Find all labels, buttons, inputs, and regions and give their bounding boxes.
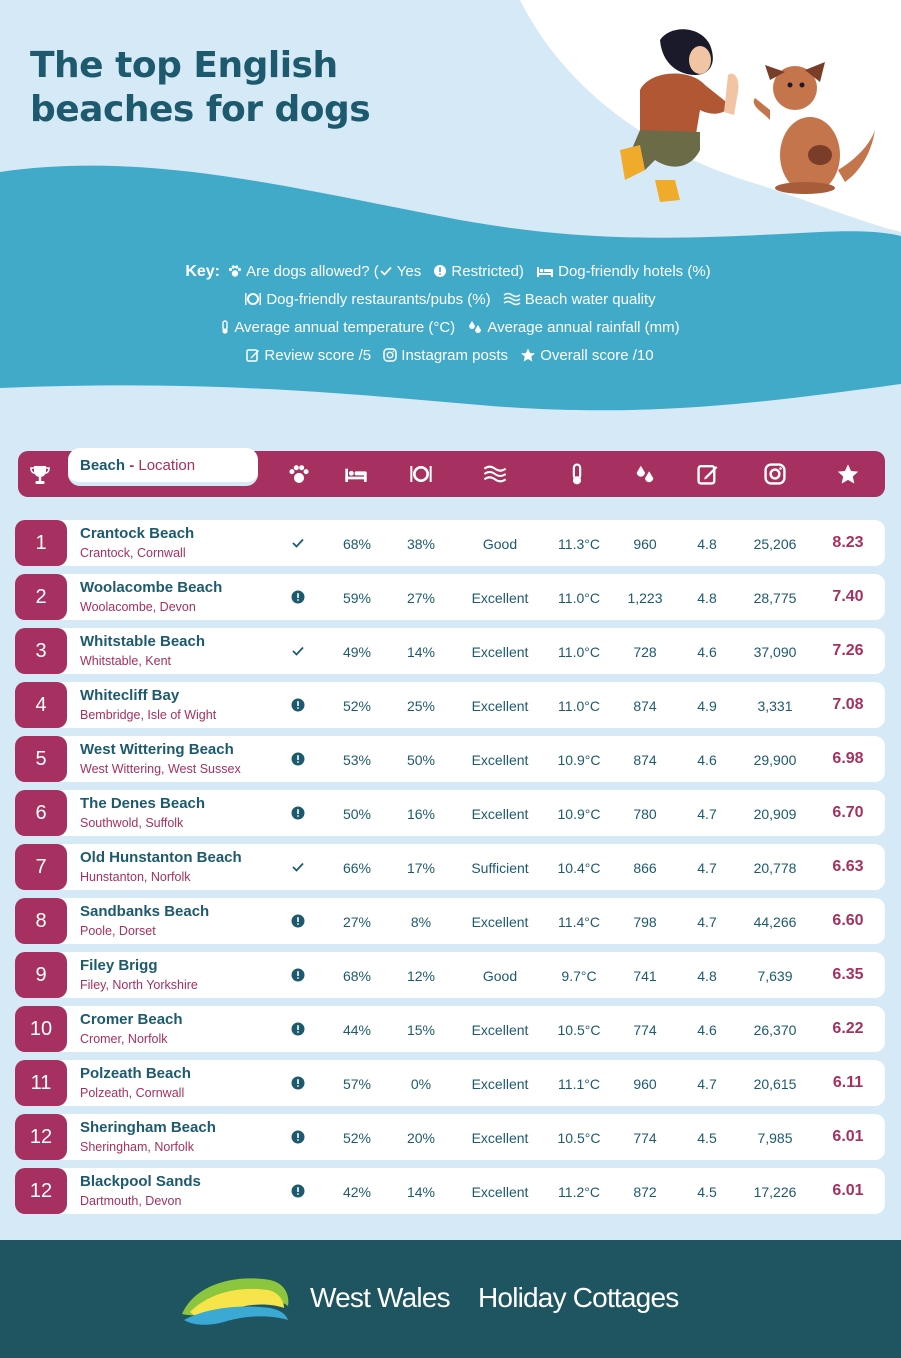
waves-icon: [503, 292, 521, 306]
exclamation-icon: [291, 1130, 305, 1144]
beach-name: Blackpool Sands: [80, 1173, 201, 1190]
raindrops-icon: [467, 320, 483, 334]
rainfall-cell: 728: [633, 644, 657, 660]
rainfall-cell: 960: [633, 536, 657, 552]
beach-location: Poole, Dorset: [80, 924, 156, 938]
check-icon: [379, 264, 393, 278]
check-icon: [291, 536, 305, 550]
table-row: [15, 520, 886, 566]
instagram-cell: 44,266: [753, 914, 797, 930]
instagram-cell: 20,909: [753, 806, 797, 822]
beach-location: Filey, North Yorkshire: [80, 978, 198, 992]
hotels-cell: 68%: [342, 968, 372, 984]
key-line-1: [60, 258, 840, 286]
star-icon: [837, 463, 859, 485]
table-header: [18, 451, 885, 497]
water-quality-cell: Sufficient: [471, 860, 529, 876]
beach-name: Cromer Beach: [80, 1011, 183, 1028]
key-overall-text: Overall score /10: [540, 347, 654, 364]
review-cell: 4.6: [697, 752, 717, 768]
instagram-cell: 29,900: [753, 752, 797, 768]
brand-name-1: West Wales: [310, 1282, 450, 1313]
overall-score-cell: 6.22: [832, 1020, 864, 1037]
instagram-icon: [764, 463, 786, 485]
edit-icon: [246, 348, 260, 362]
key-review: [246, 342, 371, 370]
key-restricted-text: Restricted): [451, 263, 524, 280]
restaurants-cell: 8%: [410, 914, 432, 930]
hotels-cell: 49%: [342, 644, 372, 660]
hotels-cell: 50%: [342, 806, 372, 822]
instagram-cell: 3,331: [757, 698, 793, 714]
thermometer-icon: [220, 320, 230, 334]
beach-name: Whitstable Beach: [80, 633, 206, 650]
beach-name: Polzeath Beach: [80, 1065, 191, 1082]
beach-name: Whitecliff Bay: [80, 687, 180, 704]
instagram-icon: [383, 348, 397, 362]
overall-score-cell: 8.23: [832, 534, 864, 551]
key-restricted: [433, 258, 524, 286]
water-quality-cell: Excellent: [471, 914, 529, 930]
hotels-cell: 57%: [342, 1076, 372, 1092]
header-location-label: Location: [138, 457, 196, 474]
table-row: [15, 736, 886, 782]
brand-name-2: Holiday Cottages: [478, 1282, 679, 1313]
review-cell: 4.7: [697, 1076, 717, 1092]
star-icon: [520, 348, 536, 362]
instagram-cell: 17,226: [753, 1184, 797, 1200]
temperature-cell: 11.0°C: [558, 644, 600, 660]
bed-icon: [344, 463, 368, 485]
overall-score-cell: 6.35: [832, 966, 864, 983]
restaurants-cell: 27%: [406, 590, 436, 606]
restaurants-cell: 50%: [406, 752, 436, 768]
rank-badge: 4: [15, 682, 67, 728]
review-cell: 4.8: [697, 536, 717, 552]
restaurants-cell: 25%: [406, 698, 436, 714]
overall-score-cell: 6.01: [832, 1128, 864, 1145]
beach-location: Cromer, Norfolk: [80, 1032, 168, 1046]
table-row: [15, 844, 886, 890]
edit-icon: [697, 463, 719, 485]
hotels-cell: 52%: [342, 698, 372, 714]
check-icon: [291, 644, 305, 658]
hotels-cell: 66%: [342, 860, 372, 876]
rainfall-cell: 1,223: [627, 590, 663, 606]
waves-icon: [483, 463, 507, 485]
rainfall-cell: 798: [633, 914, 657, 930]
restaurants-cell: 17%: [406, 860, 436, 876]
beach-location: Crantock, Cornwall: [80, 546, 186, 560]
rank-badge: 12: [15, 1168, 67, 1214]
key-line-4: [60, 342, 840, 370]
review-cell: 4.5: [697, 1184, 717, 1200]
instagram-cell: 7,639: [757, 968, 793, 984]
exclamation-icon: [291, 1184, 305, 1198]
exclamation-icon: [291, 968, 305, 982]
review-cell: 4.7: [697, 806, 717, 822]
temperature-cell: 11.2°C: [558, 1184, 600, 1200]
rainfall-cell: 874: [633, 698, 657, 714]
table-row: [15, 682, 886, 728]
rainfall-cell: 866: [633, 860, 657, 876]
hotels-cell: 44%: [342, 1022, 372, 1038]
trophy-icon: [28, 463, 52, 487]
raindrops-icon: [634, 463, 656, 485]
review-cell: 4.9: [697, 698, 717, 714]
beach-location: Southwold, Suffolk: [80, 816, 184, 830]
rank-badge: 3: [15, 628, 67, 674]
key-instagram: [383, 342, 508, 370]
bed-icon: [536, 264, 554, 278]
instagram-cell: 28,775: [753, 590, 797, 606]
instagram-cell: 37,090: [753, 644, 797, 660]
hotels-cell: 59%: [342, 590, 372, 606]
exclamation-icon: [291, 590, 305, 604]
beach-name: The Denes Beach: [80, 795, 206, 812]
restaurants-cell: 12%: [406, 968, 436, 984]
restaurants-cell: 0%: [410, 1076, 432, 1092]
beach-name: Old Hunstanton Beach: [80, 849, 242, 866]
beach-location: Sheringham, Norfolk: [80, 1140, 194, 1154]
table-row: [15, 1060, 886, 1106]
water-quality-cell: Excellent: [471, 1184, 529, 1200]
rank-badge: 2: [15, 574, 67, 620]
overall-score-cell: 7.26: [832, 642, 864, 659]
review-cell: 4.7: [697, 914, 717, 930]
temperature-cell: 11.0°C: [558, 698, 600, 714]
paw-icon: [288, 463, 310, 485]
restaurants-cell: 38%: [406, 536, 436, 552]
key-review-text: Review score /5: [264, 347, 372, 364]
key-restaurants-text: Dog-friendly restaurants/pubs (%): [266, 291, 491, 308]
beach-location: Whitstable, Kent: [80, 654, 172, 668]
temperature-cell: 11.1°C: [558, 1076, 600, 1092]
key-yes-text: Yes: [396, 263, 422, 280]
rainfall-cell: 774: [633, 1130, 657, 1146]
rainfall-cell: 872: [633, 1184, 657, 1200]
temperature-cell: 11.4°C: [558, 914, 600, 930]
key-water: [503, 286, 656, 314]
key-hotels: [536, 258, 711, 286]
dog-figure: [754, 62, 875, 194]
key-rainfall: [467, 314, 679, 342]
overall-score-cell: 6.60: [832, 912, 864, 929]
water-quality-cell: Good: [482, 968, 518, 984]
page-title: [30, 44, 410, 132]
key-restaurants: [244, 286, 490, 314]
hotels-cell: 42%: [342, 1184, 372, 1200]
overall-score-cell: 6.63: [832, 858, 864, 875]
temperature-cell: 10.5°C: [557, 1130, 601, 1146]
water-quality-cell: Excellent: [471, 1022, 529, 1038]
rank-badge: 5: [15, 736, 67, 782]
exclamation-icon: [291, 914, 305, 928]
temperature-cell: 10.4°C: [557, 860, 601, 876]
key-overall: [520, 342, 653, 370]
table-row: [15, 1006, 886, 1052]
beach-name: Crantock Beach: [80, 525, 195, 542]
beach-name: Sandbanks Beach: [80, 903, 210, 920]
plate-cutlery-icon: [409, 463, 433, 485]
key-dogs-allowed: [228, 258, 421, 286]
plate-cutlery-icon: [244, 292, 262, 306]
key-dogs-allowed-text: Are dogs allowed? (: [246, 263, 379, 280]
water-quality-cell: Good: [482, 536, 518, 552]
key-label: Key:: [185, 263, 220, 280]
rank-badge: 7: [15, 844, 67, 890]
review-cell: 4.5: [697, 1130, 717, 1146]
exclamation-icon: [291, 698, 305, 712]
exclamation-icon: [291, 806, 305, 820]
temperature-cell: 9.7°C: [561, 968, 597, 984]
instagram-cell: 25,206: [753, 536, 797, 552]
water-quality-cell: Excellent: [471, 590, 529, 606]
rank-badge: 8: [15, 898, 67, 944]
header-dash: -: [125, 457, 139, 474]
rank-badge: 9: [15, 952, 67, 998]
hotels-cell: 52%: [342, 1130, 372, 1146]
key-instagram-text: Instagram posts: [401, 347, 509, 364]
overall-score-cell: 7.40: [832, 588, 864, 605]
table-row: [15, 790, 886, 836]
review-cell: 4.6: [697, 1022, 717, 1038]
rank-badge: 6: [15, 790, 67, 836]
instagram-cell: 7,985: [757, 1130, 793, 1146]
woman-figure: [620, 29, 738, 202]
rainfall-cell: 874: [633, 752, 657, 768]
instagram-cell: 20,615: [753, 1076, 797, 1092]
rainfall-cell: 741: [633, 968, 657, 984]
temperature-cell: 11.0°C: [558, 590, 600, 606]
beach-location: Hunstanton, Norfolk: [80, 870, 191, 884]
key-temperature-text: Average annual temperature (°C): [234, 319, 456, 336]
hotels-cell: 53%: [342, 752, 372, 768]
exclamation-icon: [291, 752, 305, 766]
table-row: [15, 898, 886, 944]
instagram-cell: 20,778: [753, 860, 797, 876]
rank-badge: 10: [15, 1006, 67, 1052]
check-icon: [291, 860, 305, 874]
table-row: [15, 1168, 886, 1214]
review-cell: 4.7: [697, 860, 717, 876]
key-line-3: [60, 314, 840, 342]
table-row: [15, 1114, 886, 1160]
temperature-cell: 11.3°C: [558, 536, 600, 552]
water-quality-cell: Excellent: [471, 698, 529, 714]
exclamation-icon: [291, 1076, 305, 1090]
review-cell: 4.8: [697, 968, 717, 984]
hotels-cell: 68%: [342, 536, 372, 552]
exclamation-icon: [433, 264, 447, 278]
key-rainfall-text: Average annual rainfall (mm): [487, 319, 680, 336]
beach-name: Woolacombe Beach: [80, 579, 223, 596]
key-water-text: Beach water quality: [524, 291, 656, 308]
table-row: [15, 952, 886, 998]
water-quality-cell: Excellent: [471, 752, 529, 768]
beach-location: West Wittering, West Sussex: [80, 762, 241, 776]
rainfall-cell: 774: [633, 1022, 657, 1038]
beach-name: Filey Brigg: [80, 957, 158, 974]
table-row: [15, 628, 886, 674]
overall-score-cell: 6.70: [832, 804, 864, 821]
thermometer-icon: [569, 463, 585, 485]
beach-location: Woolacombe, Devon: [80, 600, 196, 614]
rank-badge: 1: [15, 520, 67, 566]
key-hotels-text: Dog-friendly hotels (%): [558, 263, 711, 280]
review-cell: 4.6: [697, 644, 717, 660]
beach-name: West Wittering Beach: [80, 741, 234, 758]
temperature-cell: 10.9°C: [557, 752, 601, 768]
instagram-cell: 26,370: [753, 1022, 797, 1038]
review-cell: 4.8: [697, 590, 717, 606]
brand-logo-icon: [180, 1274, 292, 1326]
restaurants-cell: 15%: [406, 1022, 436, 1038]
key-temperature: [220, 314, 455, 342]
overall-score-cell: 6.01: [832, 1182, 864, 1199]
restaurants-cell: 16%: [406, 806, 436, 822]
footer: [0, 1240, 901, 1358]
rank-badge: 12: [15, 1114, 67, 1160]
restaurants-cell: 14%: [406, 644, 436, 660]
rainfall-cell: 780: [633, 806, 657, 822]
rank-badge: 11: [15, 1060, 67, 1106]
paw-icon: [228, 264, 242, 278]
title-line-2: beaches for dogs: [30, 89, 371, 130]
beach-location: Polzeath, Cornwall: [80, 1086, 185, 1100]
legend-key: [60, 258, 840, 370]
header-beach-label: Beach: [80, 457, 126, 474]
overall-score-cell: 7.08: [832, 696, 864, 713]
beach-name: Sheringham Beach: [80, 1119, 216, 1136]
overall-score-cell: 6.98: [832, 750, 864, 767]
rainfall-cell: 960: [633, 1076, 657, 1092]
water-quality-cell: Excellent: [471, 1130, 529, 1146]
restaurants-cell: 14%: [406, 1184, 436, 1200]
table-row: [15, 574, 886, 620]
water-quality-cell: Excellent: [471, 644, 529, 660]
beach-location: Bembridge, Isle of Wight: [80, 708, 217, 722]
restaurants-cell: 20%: [406, 1130, 436, 1146]
beach-location-header: [68, 448, 258, 486]
exclamation-icon: [291, 1022, 305, 1036]
water-quality-cell: Excellent: [471, 806, 529, 822]
overall-score-cell: 6.11: [832, 1074, 864, 1091]
water-quality-cell: Excellent: [471, 1076, 529, 1092]
temperature-cell: 10.9°C: [557, 806, 601, 822]
woman-and-dog-illustration: [600, 20, 890, 220]
hotels-cell: 27%: [342, 914, 372, 930]
beach-location: Dartmouth, Devon: [80, 1194, 182, 1208]
title-line-1: The top English: [30, 45, 338, 86]
key-line-2: [60, 286, 840, 314]
temperature-cell: 10.5°C: [557, 1022, 601, 1038]
